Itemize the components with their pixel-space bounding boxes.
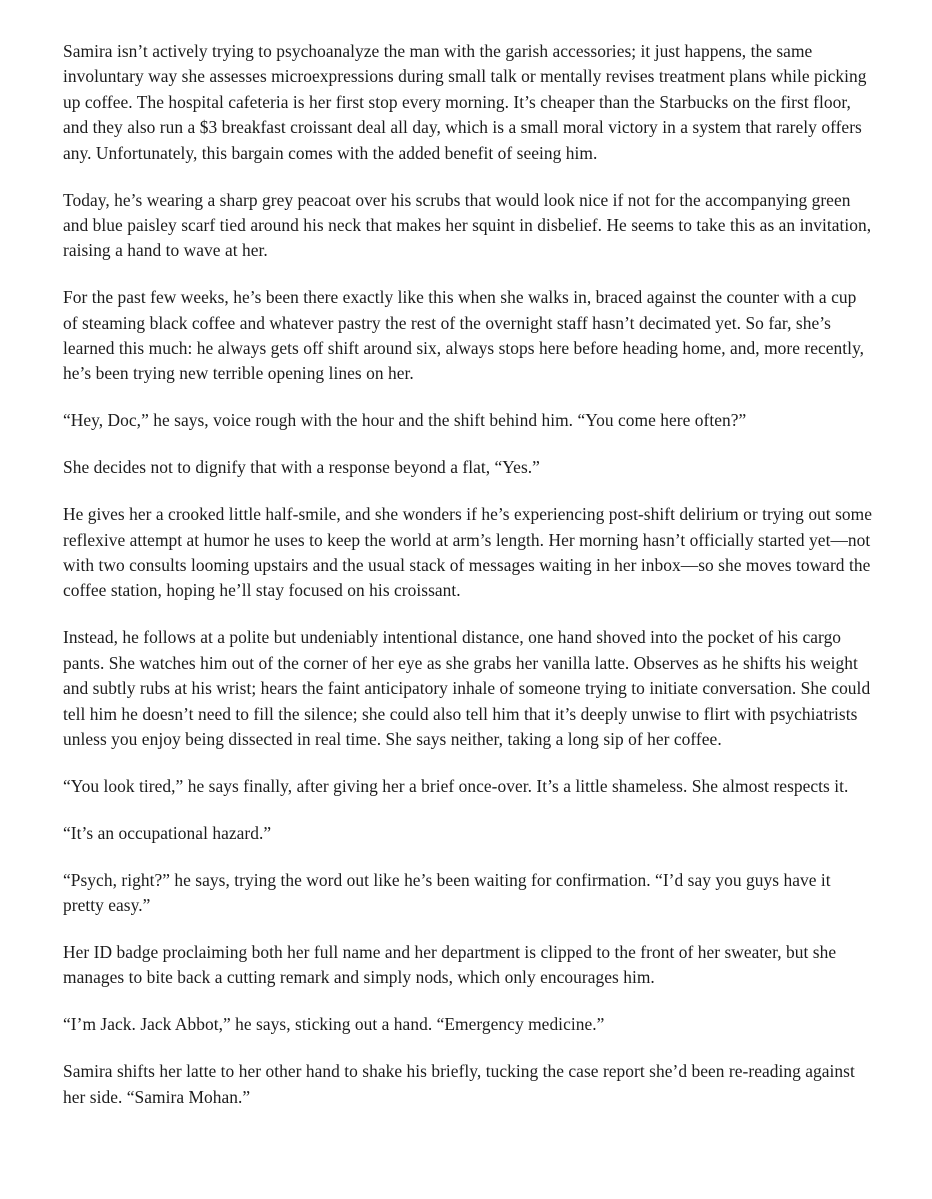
paragraph-9: “It’s an occupational hazard.”: [63, 822, 272, 843]
paragraph-4: “Hey, Doc,” he says, voice rough with the hour and the shift behind him. “You come here often?”: [63, 410, 747, 431]
paragraph-13: Samira shifts her latte to her other hand to shake his briefly, tucking the case report she’d been re-reading against her side. “Samira Mohan.”: [63, 1061, 855, 1107]
paragraph-1: Samira isn’t actively trying to psychoanalyze the man with the garish accessories; it just happens, the same involuntary way she assesses microexpressions during small talk or mentally revises treatment plans while picking up coffee. The hospital cafeteria is her first stop every morning. It’s cheaper than the Starbucks on the first floor, and they also run a $3 breakfast croissant deal all day, which is a small moral victory in a system that rarely offers any. Unfortunately, this bargain comes with the added benefit of seeing him.: [63, 41, 867, 163]
paragraph-7: Instead, he follows at a polite but undeniably intentional distance, one hand shoved into the pocket of his cargo pants. She watches him out of the corner of her eye as she grabs her vanilla latte. Observes as he shifts his weight and subtly rubs at his wrist; hears the faint anticipatory inhale of someone trying to initiate conversation. She could tell him he doesn’t need to fill the silence; she could also tell him that it’s deeply unwise to flirt with psychiatrists unless you enjoy being dissected in real time. She says neither, taking a long sip of her coffee.: [63, 627, 871, 749]
paragraph-12: “I’m Jack. Jack Abbot,” he says, sticking out a hand. “Emergency medicine.”: [63, 1014, 605, 1035]
paragraph-6: He gives her a crooked little half-smile, and she wonders if he’s experiencing post-shift delirium or trying out some reflexive attempt at humor he uses to keep the world at arm’s length. Her morning hasn’t officially started yet—not with two consults looming upstairs and the usual stack of messages waiting in her inbox—so she moves toward the coffee station, hoping he’ll stay focused on his croissant.: [63, 504, 872, 601]
paragraph-8: “You look tired,” he says finally, after giving her a brief once-over. It’s a little shameless. She almost respects it.: [63, 775, 849, 796]
paragraph-2: Today, he’s wearing a sharp grey peacoat over his scrubs that would look nice if not for the accompanying green and blue paisley scarf tied around his neck that makes her squint in disbelief. He seems to take this as an invitation, raising a hand to wave at her.: [63, 189, 872, 261]
paragraph-5: She decides not to dignify that with a response beyond a flat, “Yes.”: [63, 457, 540, 478]
paragraph-11: Her ID badge proclaiming both her full name and her department is clipped to the front of her sweater, but she manages to bite back a cutting remark and simply nods, which only encourages him.: [63, 941, 837, 988]
paragraph-3: For the past few weeks, he’s been there exactly like this when she walks in, braced against the counter with a cup of steaming black coffee and whatever pastry the rest of the overnight staff hasn’t decimated yet. So far, she’s learned this much: he always gets off shift around six, always stops here before heading home, and, more recently, he’s been trying new terrible opening lines on her.: [63, 287, 865, 384]
paragraph-10: “Psych, right?” he says, trying the word out like he’s been waiting for confirmation. “I’d say you guys have it pretty easy.”: [63, 869, 831, 916]
